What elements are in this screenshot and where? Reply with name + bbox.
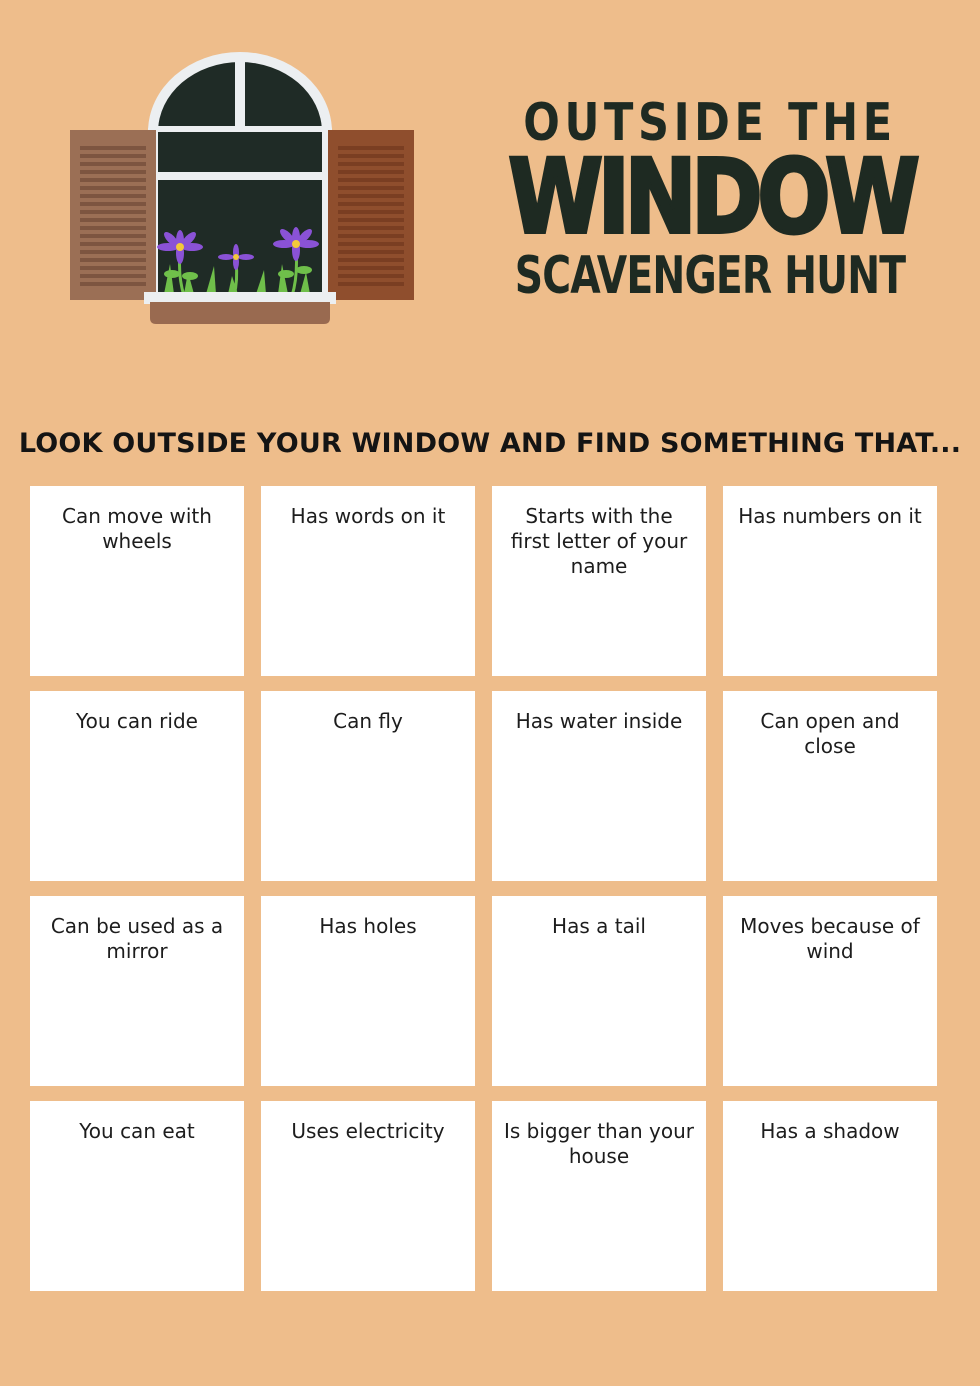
- hunt-item-cell[interactable]: Starts with the first letter of your name: [492, 486, 706, 676]
- title-line-2: WINDOW: [508, 138, 915, 257]
- hunt-item-cell[interactable]: Can be used as a mirror: [30, 896, 244, 1086]
- hunt-item-cell[interactable]: Can fly: [261, 691, 475, 881]
- hunt-item-cell[interactable]: You can ride: [30, 691, 244, 881]
- hunt-item-cell[interactable]: Uses electricity: [261, 1101, 475, 1291]
- hunt-item-cell[interactable]: Has water inside: [492, 691, 706, 881]
- title-line-3: SCAVENGER HUNT: [514, 246, 906, 306]
- window-with-shutters-and-flowers-icon: [60, 40, 430, 340]
- hunt-item-cell[interactable]: Has holes: [261, 896, 475, 1086]
- title-block: [470, 92, 950, 306]
- hunt-item-cell[interactable]: You can eat: [30, 1101, 244, 1291]
- hunt-item-cell[interactable]: Moves because of wind: [723, 896, 937, 1086]
- title-line-1: OUTSIDE THE: [523, 93, 897, 153]
- hunt-item-cell[interactable]: Has numbers on it: [723, 486, 937, 676]
- hunt-item-cell[interactable]: Is bigger than your house: [492, 1101, 706, 1291]
- hunt-item-cell[interactable]: Can move with wheels: [30, 486, 244, 676]
- instruction-heading: LOOK OUTSIDE YOUR WINDOW AND FIND SOMETHING THAT...: [18, 428, 962, 459]
- hunt-item-cell[interactable]: Has a tail: [492, 896, 706, 1086]
- scavenger-grid: [30, 486, 937, 1291]
- hunt-item-cell[interactable]: Can open and close: [723, 691, 937, 881]
- hunt-item-cell[interactable]: Has words on it: [261, 486, 475, 676]
- hunt-item-cell[interactable]: Has a shadow: [723, 1101, 937, 1291]
